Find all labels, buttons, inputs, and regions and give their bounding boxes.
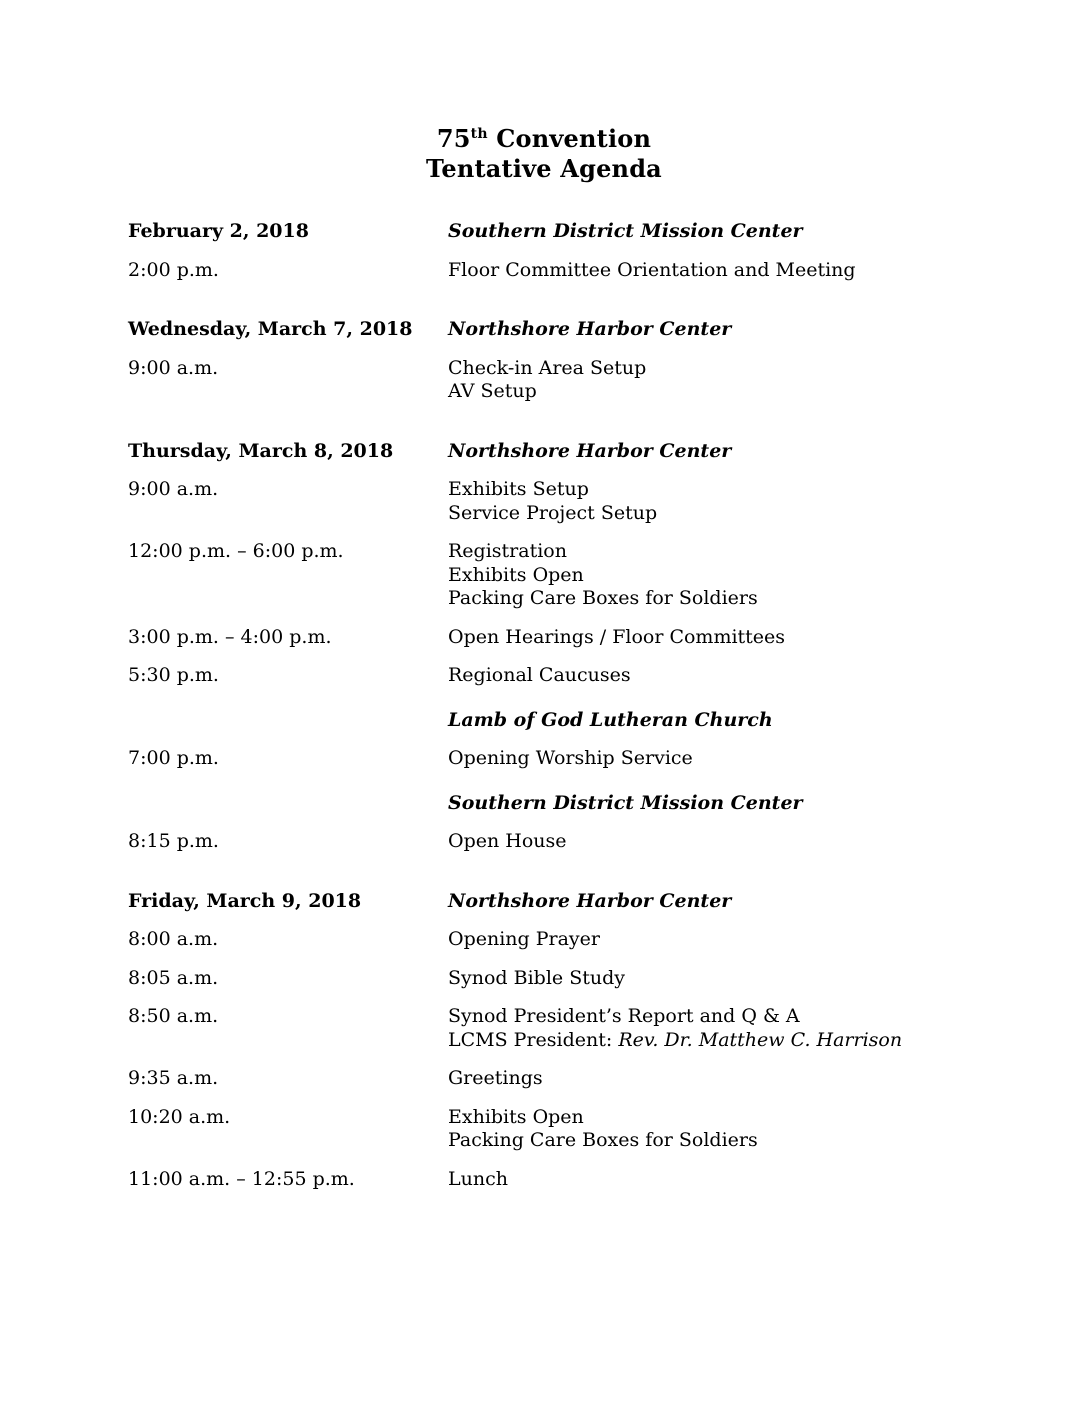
agenda-event-row	[128, 747, 960, 771]
event-items	[448, 1005, 960, 1052]
event-time: 2:00 p.m.	[128, 258, 219, 281]
event-time: 10:20 a.m.	[128, 1105, 231, 1128]
section-date: Thursday, March 8, 2018	[128, 439, 394, 462]
event-items	[448, 747, 960, 771]
section-venue: Northshore Harbor Center	[448, 439, 732, 462]
event-item: Packing Care Boxes for Soldiers	[448, 587, 758, 609]
agenda-event-row	[128, 259, 960, 283]
event-time: 9:00 a.m.	[128, 478, 219, 500]
agenda-event-row	[128, 357, 960, 404]
agenda-event-row	[128, 664, 960, 688]
agenda-event-row	[128, 1168, 960, 1192]
venue-heading: Southern District Mission Center	[448, 791, 803, 814]
event-item: AV Setup	[448, 380, 537, 402]
title-ordinal: th	[470, 126, 488, 142]
event-item: Floor Committee Orientation and Meeting	[448, 258, 856, 281]
agenda-event-row	[128, 1067, 960, 1091]
event-item: Exhibits Setup	[448, 478, 589, 500]
event-items	[448, 1067, 960, 1091]
title-number: 75	[436, 124, 471, 153]
event-time: 12:00 p.m. – 6:00 p.m.	[128, 540, 344, 562]
title-line-2: Tentative Agenda	[426, 154, 662, 183]
agenda-event-row	[128, 626, 960, 650]
agenda-event-row	[128, 928, 960, 952]
agenda-event-row	[128, 1005, 960, 1052]
event-time: 7:00 p.m.	[128, 747, 219, 769]
event-time: 8:05 a.m.	[128, 966, 219, 989]
agenda-venue-row	[128, 792, 960, 816]
event-item: Exhibits Open	[448, 1105, 584, 1128]
agenda-event-row	[128, 830, 960, 854]
agenda-section-row	[128, 890, 960, 914]
event-item: Greetings	[448, 1067, 543, 1089]
section-date: Wednesday, March 7, 2018	[128, 318, 413, 340]
section-venue: Southern District Mission Center	[448, 220, 803, 242]
event-item: Opening Worship Service	[448, 747, 693, 769]
agenda-section-row	[128, 220, 960, 244]
event-item-prefix: LCMS President:	[448, 1028, 619, 1051]
venue-heading: Lamb of God Lutheran Church	[448, 708, 773, 731]
event-time: 8:15 p.m.	[128, 830, 219, 852]
event-items	[448, 967, 960, 991]
agenda-venue-row	[128, 709, 960, 733]
event-item: Lunch	[448, 1167, 508, 1190]
event-time: 3:00 p.m. – 4:00 p.m.	[128, 625, 332, 648]
event-item: Packing Care Boxes for Soldiers	[448, 1129, 758, 1151]
event-item: Exhibits Open	[448, 563, 584, 586]
event-item	[448, 1029, 960, 1053]
agenda-event-row	[128, 540, 960, 611]
event-items	[448, 1106, 960, 1153]
event-items	[448, 478, 960, 525]
event-item: Opening Prayer	[448, 928, 600, 950]
title-line-1	[128, 124, 960, 154]
event-item: Service Project Setup	[448, 501, 658, 524]
agenda-event-row	[128, 478, 960, 525]
section-venue: Northshore Harbor Center	[448, 889, 732, 912]
event-items	[448, 540, 960, 611]
event-item: Regional Caucuses	[448, 664, 631, 686]
event-items	[448, 626, 960, 650]
event-time: 8:50 a.m.	[128, 1005, 219, 1027]
agenda-event-row	[128, 1106, 960, 1153]
agenda-list	[128, 220, 960, 1191]
speaker-name: Rev. Dr. Matthew C. Harrison	[618, 1028, 903, 1051]
event-time: 9:35 a.m.	[128, 1067, 219, 1089]
section-date: Friday, March 9, 2018	[128, 889, 362, 912]
event-items	[448, 928, 960, 952]
section-date: February 2, 2018	[128, 220, 309, 242]
event-time: 9:00 a.m.	[128, 356, 219, 379]
event-items	[448, 259, 960, 283]
event-item: Check-in Area Setup	[448, 356, 647, 379]
event-item: Open Hearings / Floor Committees	[448, 625, 786, 648]
title-word: Convention	[487, 124, 652, 153]
event-item: Synod Bible Study	[448, 966, 625, 989]
event-item: Synod President’s Report and Q & A	[448, 1005, 800, 1027]
event-items	[448, 357, 960, 404]
document-title	[128, 124, 960, 184]
event-item: Open House	[448, 830, 567, 852]
agenda-event-row	[128, 967, 960, 991]
event-items	[448, 1168, 960, 1192]
event-items	[448, 664, 960, 688]
agenda-section-row	[128, 318, 960, 342]
event-time: 5:30 p.m.	[128, 664, 219, 686]
agenda-section-row	[128, 440, 960, 464]
event-item: Registration	[448, 540, 567, 562]
event-time: 8:00 a.m.	[128, 928, 219, 950]
section-venue: Northshore Harbor Center	[448, 318, 732, 340]
event-items	[448, 830, 960, 854]
event-time: 11:00 a.m. – 12:55 p.m.	[128, 1167, 355, 1190]
